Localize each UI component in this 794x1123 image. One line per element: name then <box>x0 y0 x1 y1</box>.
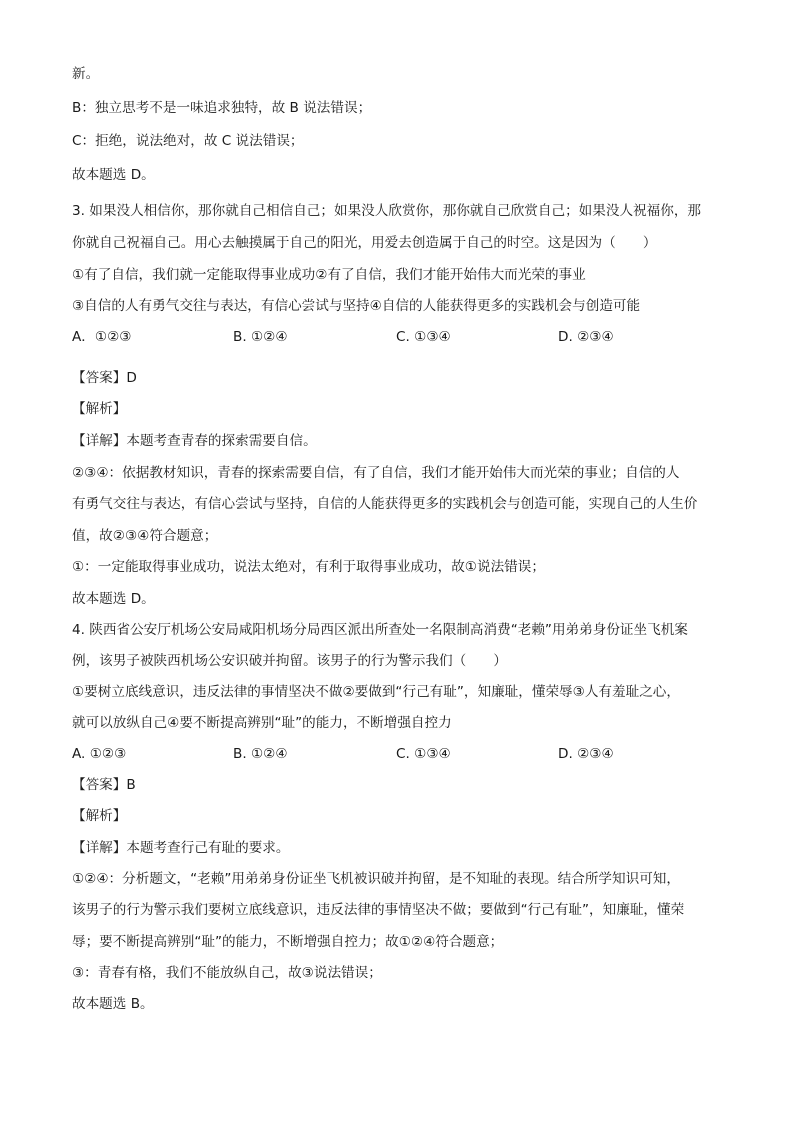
q4-explanation: 该男子的行为警示我们要树立底线意识，违反法律的事情坚决不做；要做到“行己有耻”，知廉耻，懂荣 <box>72 902 685 918</box>
q4-detail: 【详解】本题考查行己有耻的要求。 <box>72 840 290 856</box>
question-4-statement: 就可以放纵自己④要不断提高辨别“耻”的能力，不断增强自控力 <box>72 715 452 731</box>
q4-explanation: 辱；要不断提高辨别“耻”的能力，不断增强自控力；故①②④符合题意； <box>72 934 504 950</box>
q3-detail: 【详解】本题考查青春的探索需要自信。 <box>72 433 317 449</box>
q3-analysis-heading: 【解析】 <box>72 401 127 417</box>
question-4-text: 4. 陕西省公安厅机场公安局咸阳机场分局西区派出所查处一名限制高消费“老赖”用弟弟身份证坐飞机案 <box>72 622 688 638</box>
q4-option-c: C. ①③④ <box>396 746 451 762</box>
q4-option-a: A. ①②③ <box>72 746 127 762</box>
q4-option-d: D. ②③④ <box>558 746 614 762</box>
q3-option-b: B. ①②④ <box>233 329 288 345</box>
q4-analysis-heading: 【解析】 <box>72 808 127 824</box>
q3-explanation: 值，故②③④符合题意； <box>72 528 218 544</box>
question-3-statement: ①有了自信，我们就一定能取得事业成功②有了自信，我们才能开始伟大而光荣的事业 <box>72 267 586 283</box>
text-line: C：拒绝，说法绝对，故 C 说法错误； <box>72 133 304 149</box>
q4-answer: 【答案】B <box>72 777 136 793</box>
text-line: B：独立思考不是一味追求独特，故 B 说法错误； <box>72 100 372 116</box>
q3-option-d: D. ②③④ <box>558 329 614 345</box>
q4-option-b: B. ①②④ <box>233 746 288 762</box>
text-line: 新。 <box>72 66 100 82</box>
question-4-text: 例，该男子被陕西机场公安识破并拘留。该男子的行为警示我们（ ） <box>72 653 507 669</box>
q3-explanation: ①：一定能取得事业成功，说法太绝对，有利于取得事业成功，故①说法错误； <box>72 559 545 575</box>
q3-option-a: A．①②③ <box>72 329 132 345</box>
q3-explanation: 有勇气交往与表达，有信心尝试与坚持，自信的人能获得更多的实践机会与创造可能，实现自己的人生价 <box>72 496 698 512</box>
q3-conclusion: 故本题选 D。 <box>72 591 155 607</box>
question-3-text: 你就自己祝福自己。用心去触摸属于自己的阳光，用爱去创造属于自己的时空。这是因为（ ） <box>72 235 657 251</box>
question-3-statement: ③自信的人有勇气交往与表达，有信心尝试与坚持④自信的人能获得更多的实践机会与创造可能 <box>72 298 641 314</box>
q4-explanation: ①②④：分析题文，“老赖”用弟弟身份证坐飞机被识破并拘留，是不知耻的表现。结合所学知识可知， <box>72 871 680 887</box>
q3-explanation: ②③④：依据教材知识，青春的探索需要自信，有了自信，我们才能开始伟大而光荣的事业；自信的人 <box>72 465 680 481</box>
question-3-text: 3. 如果没人相信你，那你就自己相信自己；如果没人欣赏你，那你就自己欣赏自己；如果没人祝福你，那 <box>72 203 702 219</box>
q4-conclusion: 故本题选 B。 <box>72 996 154 1012</box>
q3-answer: 【答案】D <box>72 370 137 386</box>
question-4-statement: ①要树立底线意识，违反法律的事情坚决不做②要做到“行己有耻”，知廉耻，懂荣辱③人有羞耻之心， <box>72 684 680 700</box>
q4-explanation: ③：青春有格，我们不能放纵自己，故③说法错误； <box>72 965 382 981</box>
text-line: 故本题选 D。 <box>72 167 155 183</box>
q3-option-c: C. ①③④ <box>396 329 451 345</box>
